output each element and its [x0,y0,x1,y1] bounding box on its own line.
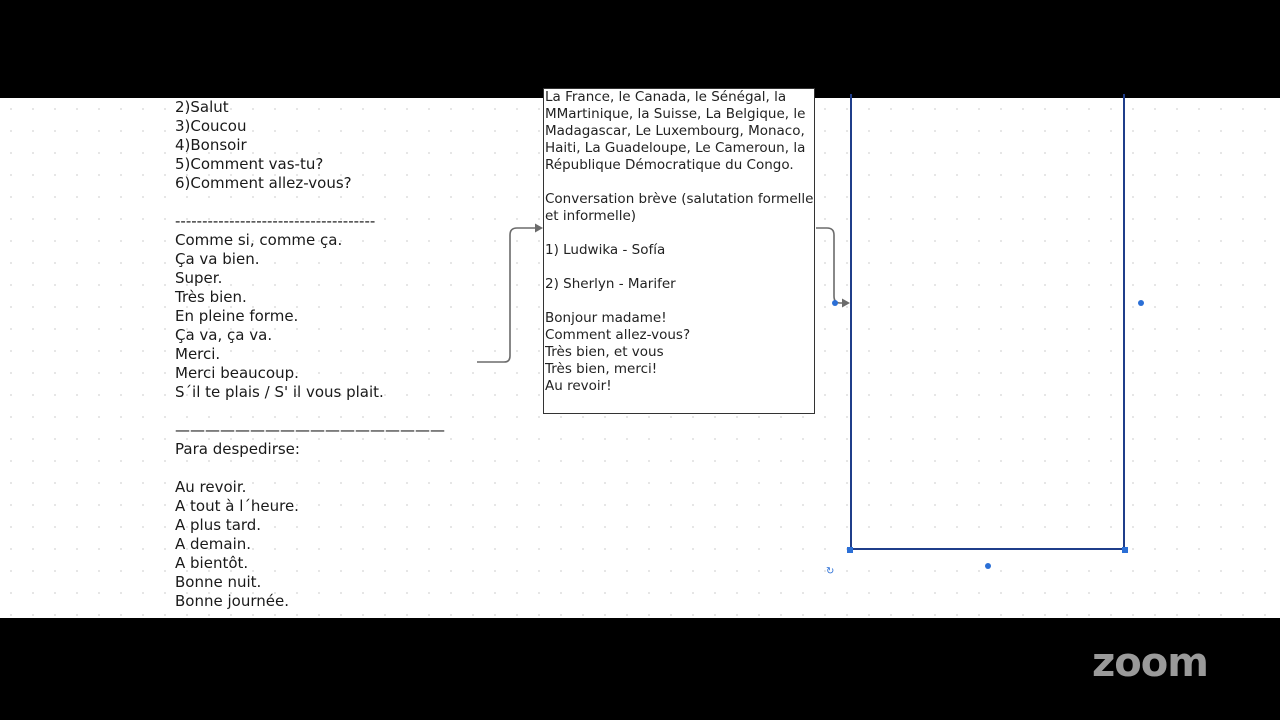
text-line: et informelle) [545,208,637,224]
text-line: Conversation brève (salutation formelle [545,191,814,207]
text-line: Bonjour madame! [545,310,667,326]
text-line: Comment allez-vous? [545,327,691,343]
text-line [545,225,814,242]
text-line: 4)Bonsoir [175,136,247,154]
text-line [545,259,814,276]
selected-shape-frame[interactable] [850,94,1125,550]
text-line: Très bien, et vous [545,344,664,360]
arrowhead-left [535,224,543,233]
bottom-black-bar [0,618,1280,720]
text-line: ------------------------------------- [175,212,376,230]
countries-note-box[interactable] [543,88,815,414]
whiteboard-canvas[interactable] [0,89,1280,618]
text-line: La France, le Canada, le Sénégal, la [545,89,787,105]
text-line: —————————————————— [175,421,445,439]
text-line: Merci beaucoup. [175,364,299,382]
text-line: Au revoir. [175,478,247,496]
text-line: Ça va, ça va. [175,326,273,344]
text-line: En pleine forme. [175,307,299,325]
text-line: Ça va bien. [175,250,260,268]
connector-left-arrow [477,228,536,362]
top-black-bar [0,0,1280,98]
text-line: Madagascar, Le Luxembourg, Monaco, [545,123,805,139]
text-line: 3)Coucou [175,117,247,135]
text-line: Haiti, La Guadeloupe, Le Cameroun, la [545,140,806,156]
connector-right-arrow [816,228,843,303]
text-line: S´il te plais / S' il vous plait. [175,383,384,401]
resize-handle-bottom-right[interactable] [1122,547,1128,553]
zoom-logo: zoom [1092,640,1208,686]
text-line [545,174,814,191]
text-line: Bonne journée. [175,592,289,610]
text-line: A demain. [175,535,252,553]
text-line: 6)Comment allez-vous? [175,174,352,192]
text-line: Para despedirse: [175,440,300,458]
text-line [545,293,814,310]
resize-handle-bottom-left[interactable] [847,547,853,553]
text-line: A bientôt. [175,554,249,572]
text-line: Comme si, comme ça. [175,231,343,249]
text-line: A plus tard. [175,516,262,534]
text-line: Merci. [175,345,221,363]
text-line: MMartinique, la Suisse, La Belgique, le [545,106,806,122]
text-line: Très bien, merci! [545,361,658,377]
resize-handle-bottom[interactable] [985,563,991,569]
resize-handle-right[interactable] [1138,300,1144,306]
arrowhead-right [842,299,850,308]
text-line: 1) Ludwika - Sofía [545,242,666,258]
rotate-icon[interactable]: ↻ [826,566,835,577]
text-line: Bonne nuit. [175,573,262,591]
text-line: République Démocratique du Congo. [545,157,794,173]
text-line: Super. [175,269,223,287]
text-line: Très bien. [175,288,247,306]
text-line: 2)Salut [175,98,229,116]
text-line: 2) Sherlyn - Marifer [545,276,676,292]
text-line: Au revoir! [545,378,612,394]
text-line: A tout à l´heure. [175,497,299,515]
text-line: 5)Comment vas-tu? [175,155,324,173]
resize-handle-left[interactable] [832,300,838,306]
